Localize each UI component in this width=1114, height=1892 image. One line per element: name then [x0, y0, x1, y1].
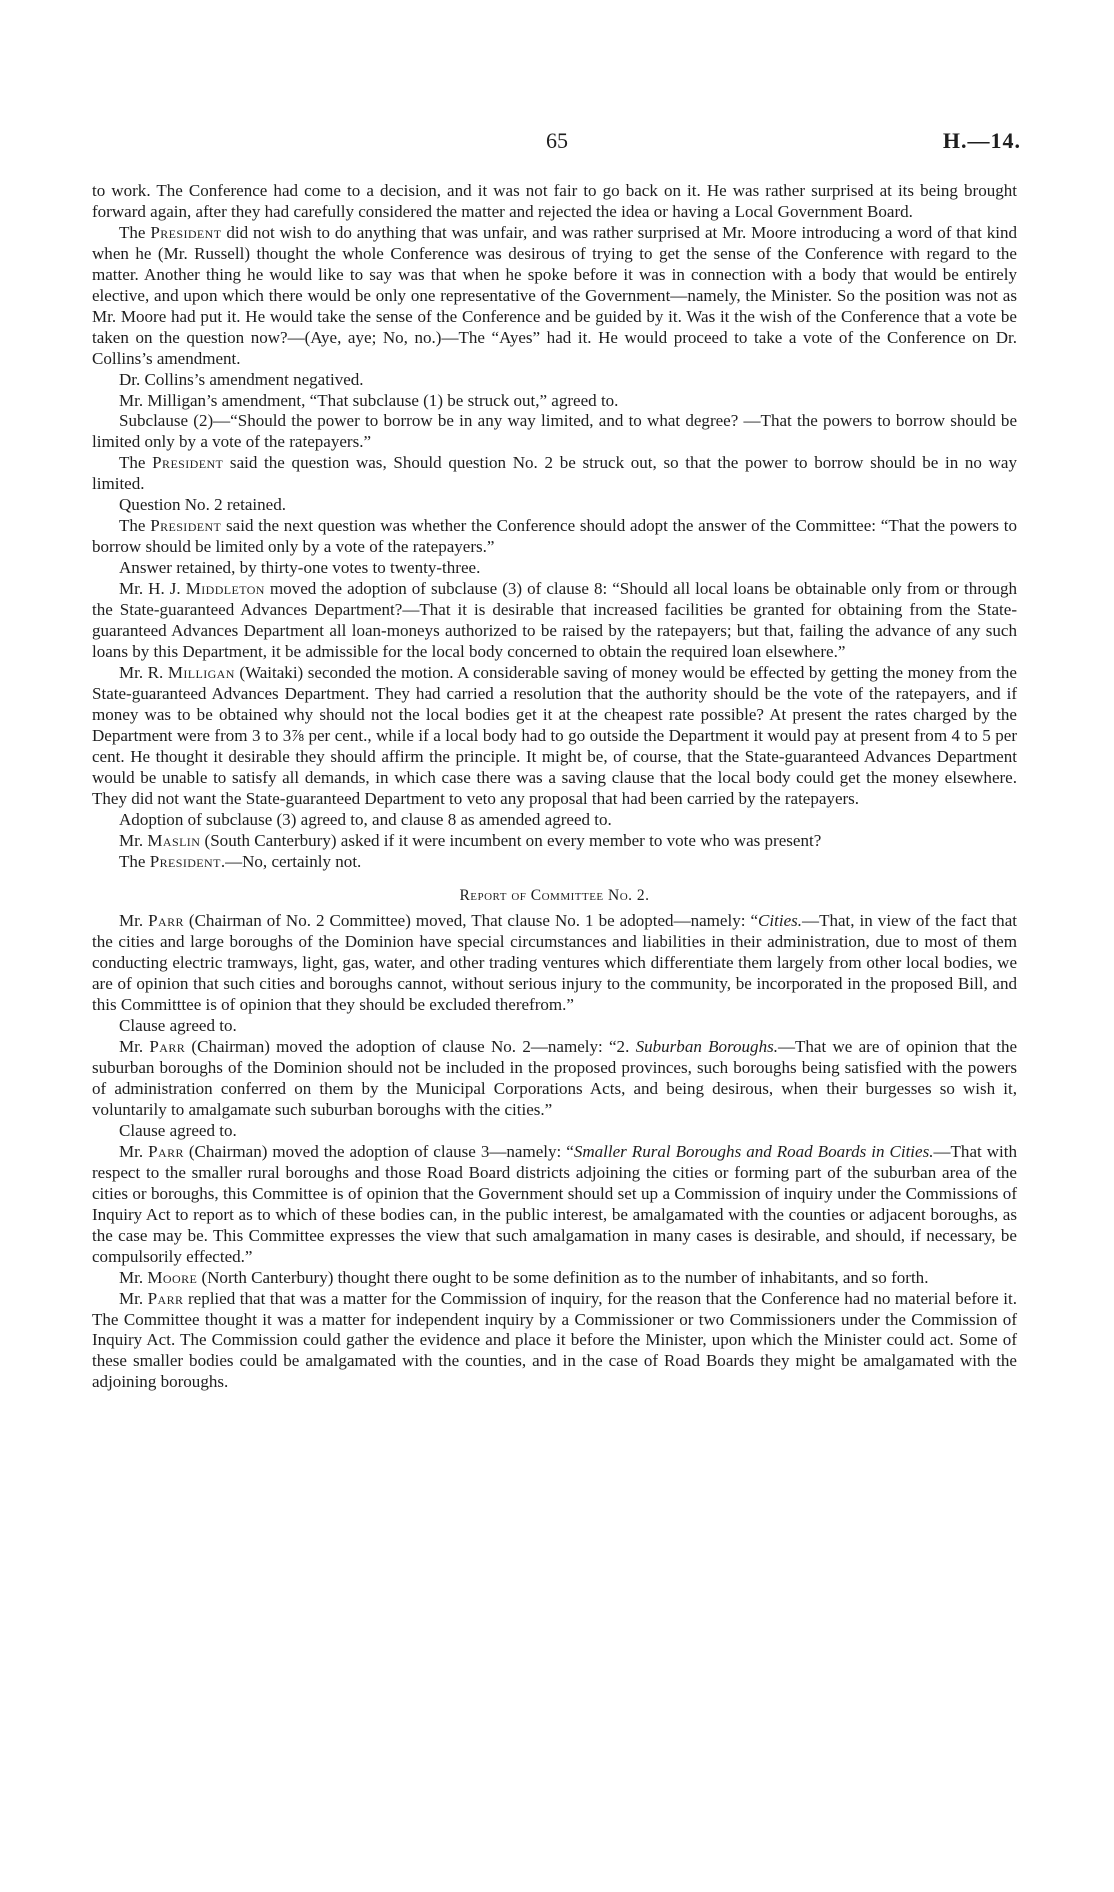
paragraph	[92, 911, 1017, 1016]
speaker-name: Parr	[149, 1037, 186, 1057]
paragraph-text: Subclause (2)—“Should the power to borrow be in any way limited, and to what degree? —That the powers to borrow should be limited only by a vote of the ratepayers.”	[92, 411, 1017, 452]
speaker-name: President	[150, 516, 222, 536]
paragraph: The President said the next question was whether the Conference should adopt the answer of the Committee: “That the powers to borrow should be limited only by a vote of the ratepayers.”	[92, 516, 1017, 557]
speaker-prefix: Mr.	[119, 911, 149, 931]
paragraph	[92, 411, 1017, 453]
paragraph-text: Dr. Collins’s amendment negatived.	[119, 369, 364, 389]
speaker-name: Maslin	[147, 830, 201, 850]
speaker-name: Parr	[148, 1141, 184, 1161]
paragraph-text: Clause agreed to.	[119, 1120, 237, 1140]
document-body	[92, 181, 1017, 1393]
speaker-name: Moore	[147, 1267, 198, 1287]
section-heading: Report of Committee No. 2.	[459, 887, 650, 905]
paragraph: The President did not wish to do anything that was unfair, and was rather surprised at Mr. Moore introducing a word of that kind when he (Mr. Russell) thought the whole Conference was desirous of trying to get the sense of the Conference with regard to the matter. Another thing he would like to say was that when he spoke before it was in connection with a body that would be entirely elective, and upon which there would be only one representative of the Government—namely, the Minister. So the position was not as Mr. Moore had put it. He would take the sense of the Conference and be guided by it. Was it the wish of the Conference that a vote be taken on the question now?—(Aye, aye; No, no.)—The “Ayes” had it. He would proceed to take a vote of the Conference on Dr. Collins’s amendment.	[92, 222, 1017, 368]
speaker-prefix: Mr.	[119, 1288, 148, 1308]
paragraph: The President said the question was, Should question No. 2 be struck out, so that the power to borrow should be in no way limited.	[92, 453, 1017, 494]
speaker-name: Milligan	[167, 662, 235, 682]
paragraph	[92, 370, 1017, 391]
paragraph	[92, 1016, 1017, 1037]
paragraph-text: —That we are of opinion that the suburban boroughs of the Dominion should not be included in the proposed provinces, such boroughs being satisfied with the powers of administration conferred on them by the Municipal Corporations Acts, and being desirous, when their burgesses so wish it, voluntarily to amalgamate such suburban boroughs with the cities.”	[92, 1037, 1018, 1119]
paragraph: The President.—No, certainly not.	[119, 851, 362, 871]
paragraph	[92, 1268, 1017, 1289]
paragraph-text: .—No, certainly not.	[220, 851, 362, 871]
speaker-prefix: Mr.	[119, 1267, 148, 1287]
paragraph-text: Adoption of subclause (3) agreed to, and clause 8 as amended agreed to.	[119, 809, 612, 829]
speaker-name: President	[149, 851, 221, 871]
paragraph-text: to work. The Conference had come to a decision, and it was not fair to go back on it. He was rather surprised at its being brought forward again, after they had carefully considered the matter and rejected the idea or having a Local Government Board.	[92, 181, 1017, 221]
paragraph-text: (Chairman) moved the adoption of clause No. 2—namely: “2.	[185, 1037, 636, 1057]
paragraph-text: (South Canterbury) asked if it were incumbent on every member to vote who was present?	[200, 830, 822, 850]
paragraph	[92, 495, 1017, 516]
paragraph	[92, 391, 1017, 412]
paragraph-text: Clause agreed to.	[119, 1016, 237, 1036]
paragraph-text: (Chairman of No. 2 Committee) moved, That clause No. 1 be adopted—namely: “	[183, 911, 759, 931]
speaker-name: Parr	[148, 911, 184, 931]
speaker-name: Middleton	[185, 579, 265, 599]
speaker-prefix: Mr. H. J.	[119, 579, 186, 599]
speaker-name: President	[150, 222, 222, 242]
speaker-prefix: Mr.	[119, 1141, 149, 1161]
speaker-prefix: Mr.	[119, 1037, 150, 1057]
paragraph-text: Mr. Milligan’s amendment, “That subclause (1) be struck out,” agreed to.	[119, 390, 619, 410]
speaker-name: President	[152, 453, 224, 473]
paragraph	[92, 1289, 1017, 1394]
paragraph	[92, 1142, 1017, 1268]
clause-title: Smaller Rural Boroughs and Road Boards in Cities.	[573, 1141, 934, 1161]
paragraph	[92, 1121, 1017, 1142]
document-reference: H.—14.	[942, 128, 1021, 153]
paragraph-text: —That, in view of the fact that the cities and large boroughs of the Dominion have special circumstances and liabilities in their administration, due to most of them conducting electric tramways, light, gas, water, and other trading ventures which differentiate them largely from other local bodies, we are of opinion that such cities and boroughs cannot, without serious injury to the community, be incorporated in the proposed Bill, and this Committtee is of opinion that they should be excluded therefrom.”	[92, 911, 1017, 1015]
paragraph-text: said the question was, Should question No. 2 be struck out, so that the power to borrow should be in no way limited.	[92, 453, 1017, 494]
paragraph	[92, 663, 1017, 810]
speaker-prefix: Mr.	[119, 830, 148, 850]
paragraph	[92, 1037, 1017, 1121]
paragraph	[92, 810, 1017, 831]
clause-title: Suburban Boroughs.	[635, 1037, 778, 1057]
paragraph	[92, 579, 1017, 663]
page-header	[0, 128, 1114, 158]
paragraph-text: Question No. 2 retained.	[119, 495, 286, 515]
paragraph-text: said the next question was whether the Conference should adopt the answer of the Committee: “That the powers to borrow should be limited only by a vote of the ratepayers.”	[92, 516, 1017, 557]
page-number: 65	[546, 128, 568, 153]
paragraph-text: (Chairman) moved the adoption of clause 3—namely: “	[183, 1141, 574, 1161]
paragraph	[92, 558, 1017, 579]
speaker-name: Parr	[147, 1288, 184, 1308]
clause-title: Cities.	[758, 911, 803, 931]
speaker-prefix: Mr. R.	[119, 662, 168, 682]
paragraph-text: Answer retained, by thirty-one votes to twenty-three.	[119, 558, 481, 578]
paragraph-text: did not wish to do anything that was unfair, and was rather surprised at Mr. Moore introducing a word of that kind when he (Mr. Russell) thought the whole Conference was desirous of trying to get the sense of the Conference with regard to the matter. Another thing he would like to say was that when he spoke before it was in connection with a body that would be entirely elective, and upon which there would be only one representative of the Government—namely, the Minister. So the position was not as Mr. Moore had put it. He would take the sense of the Conference and be guided by it. Was it the wish of the Conference that a vote be taken on the question now?—(Aye, aye; No, no.)—The “Ayes” had it. He would proceed to take a vote of the Conference on Dr. Collins’s amendment.	[92, 222, 1017, 368]
paragraph-text: moved the adoption of subclause (3) of clause 8: “Should all local loans be obtainable only from or through the State-guaranteed Advances Department?—That it is desirable that increased facilities be granted for obtaining from the State-guaranteed Advances Department all loan-moneys authorized to be raised by the ratepayers; but that, failing the advance of any such loans by this Department, it be admissible for the local body concerned to obtain the required loan elsewhere.”	[92, 579, 1017, 661]
paragraph-text: (North Canterbury) thought there ought to be some definition as to the number of inhabitants, and so forth.	[197, 1267, 929, 1287]
paragraph-text: replied that that was a matter for the Commission of inquiry, for the reason that the Conference had no material before it. The Committee thought it was a matter for independent inquiry by a Commissioner or two Commissioners under the Commission of Inquiry Act. The Commission could gather the evidence and place it before the Minister, upon which the Minister could act. Some of these smaller bodies could be amalgamated with the counties, and in the case of Road Boards they might be amalgamated with the adjoining boroughs.	[92, 1288, 1017, 1392]
paragraph-text: (Waitaki) seconded the motion. A considerable saving of money would be effected by getting the money from the State-guaranteed Advances Department. They had carried a resolution that the authority should be the vote of the ratepayers, and if money was to be obtained why should not the local bodies get it at the cheapest rate possible? At present the rates charged by the Department were from 3 to 3⅞ per cent., while if a local body had to go outside the Department it would pay at present from 4 to 5 per cent. He thought it desirable they should affirm the principle. It might be, of course, that the State-guaranteed Advances Department would be unable to satisfy all demands, in which case there was a saving clause that the local body could get the money elsewhere. They did not want the State-guaranteed Department to veto any proposal that had been carried by the ratepayers.	[92, 662, 1017, 808]
paragraph-text: —That with respect to the smaller rural boroughs and those Road Board districts adjoining the cities or forming part of the suburban area of the cities or boroughs, this Committee is of opinion that the Government should set up a Commission of inquiry under the Commissions of Inquiry Act to report as to which of these bodies can, in the public interest, be amalgamated with the counties or adjacent boroughs, as the case may be. This Committee expresses the view that such amalgamation in many cases is desirable, and should, if necessary, be compulsorily effected.”	[92, 1141, 1018, 1266]
paragraph	[92, 831, 1017, 852]
paragraph	[92, 181, 1017, 223]
